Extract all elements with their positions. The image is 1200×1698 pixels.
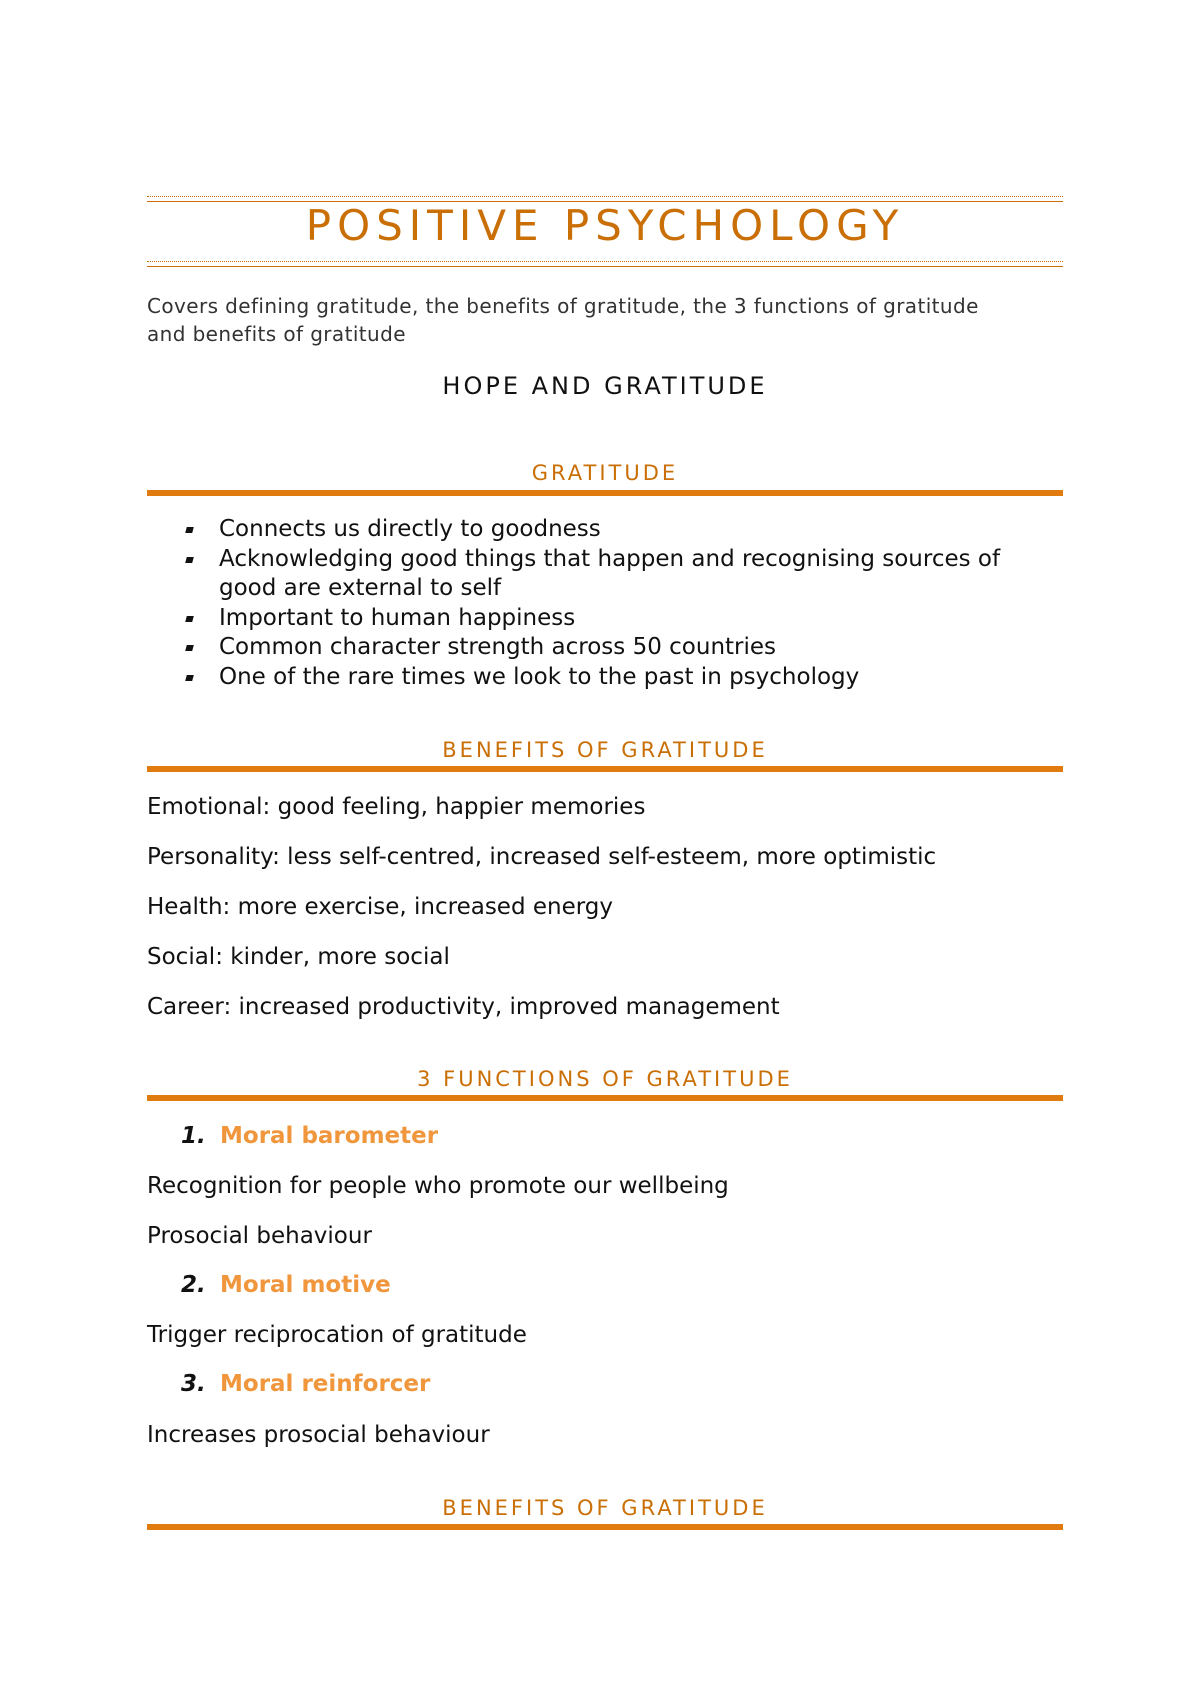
section-heading-functions: 3 FUNCTIONS OF GRATITUDE xyxy=(417,1067,793,1091)
section-rule xyxy=(147,490,1063,496)
benefit-item: Personality: less self-centred, increased self-esteem, more optimistic xyxy=(147,844,937,870)
function-number: 2. xyxy=(181,1272,206,1298)
topic-heading: HOPE AND GRATITUDE xyxy=(442,372,768,400)
section-rule xyxy=(147,766,1063,772)
bullet-icon xyxy=(185,527,194,533)
section-rule xyxy=(147,1095,1063,1101)
bullet-icon xyxy=(185,557,194,563)
function-label: Moral barometer xyxy=(220,1123,439,1149)
title-bottom-rule xyxy=(147,261,1063,267)
section-rule xyxy=(147,1524,1063,1530)
list-item: Important to human happiness xyxy=(147,604,1063,634)
subtitle-line: and benefits of gratitude xyxy=(147,322,406,346)
section-heading-benefits-2: BENEFITS OF GRATITUDE xyxy=(442,1496,768,1520)
function-number: 1. xyxy=(181,1123,206,1149)
document-title: POSITIVE PSYCHOLOGY xyxy=(305,201,905,250)
gratitude-bullet-list xyxy=(147,515,1063,692)
list-item: Connects us directly to goodness xyxy=(147,515,1063,545)
document-subtitle xyxy=(147,292,1063,348)
benefit-item: Career: increased productivity, improved management xyxy=(147,994,780,1020)
list-item: Common character strength across 50 countries xyxy=(147,633,1063,663)
function-number: 3. xyxy=(181,1371,206,1397)
section-heading-gratitude: GRATITUDE xyxy=(531,461,679,485)
benefit-item: Emotional: good feeling, happier memories xyxy=(147,794,646,820)
function-label: Moral reinforcer xyxy=(220,1371,431,1397)
list-item-continuation: good are external to self xyxy=(219,575,502,601)
benefit-item: Health: more exercise, increased energy xyxy=(147,894,614,920)
subtitle-line: Covers defining gratitude, the benefits of gratitude, the 3 functions of gratitude xyxy=(147,294,979,318)
list-item: Acknowledging good things that happen and recognising sources of xyxy=(147,545,1063,575)
bullet-icon xyxy=(185,675,194,681)
bullet-icon xyxy=(185,645,194,651)
function-label: Moral motive xyxy=(220,1272,391,1298)
function-description: Prosocial behaviour xyxy=(147,1223,372,1249)
function-description: Recognition for people who promote our wellbeing xyxy=(147,1173,729,1199)
function-description: Increases prosocial behaviour xyxy=(147,1422,490,1448)
section-heading-benefits: BENEFITS OF GRATITUDE xyxy=(442,738,768,762)
list-item: One of the rare times we look to the past in psychology xyxy=(147,663,1063,693)
benefit-item: Social: kinder, more social xyxy=(147,944,450,970)
function-description: Trigger reciprocation of gratitude xyxy=(147,1322,527,1348)
bullet-icon xyxy=(185,616,194,622)
